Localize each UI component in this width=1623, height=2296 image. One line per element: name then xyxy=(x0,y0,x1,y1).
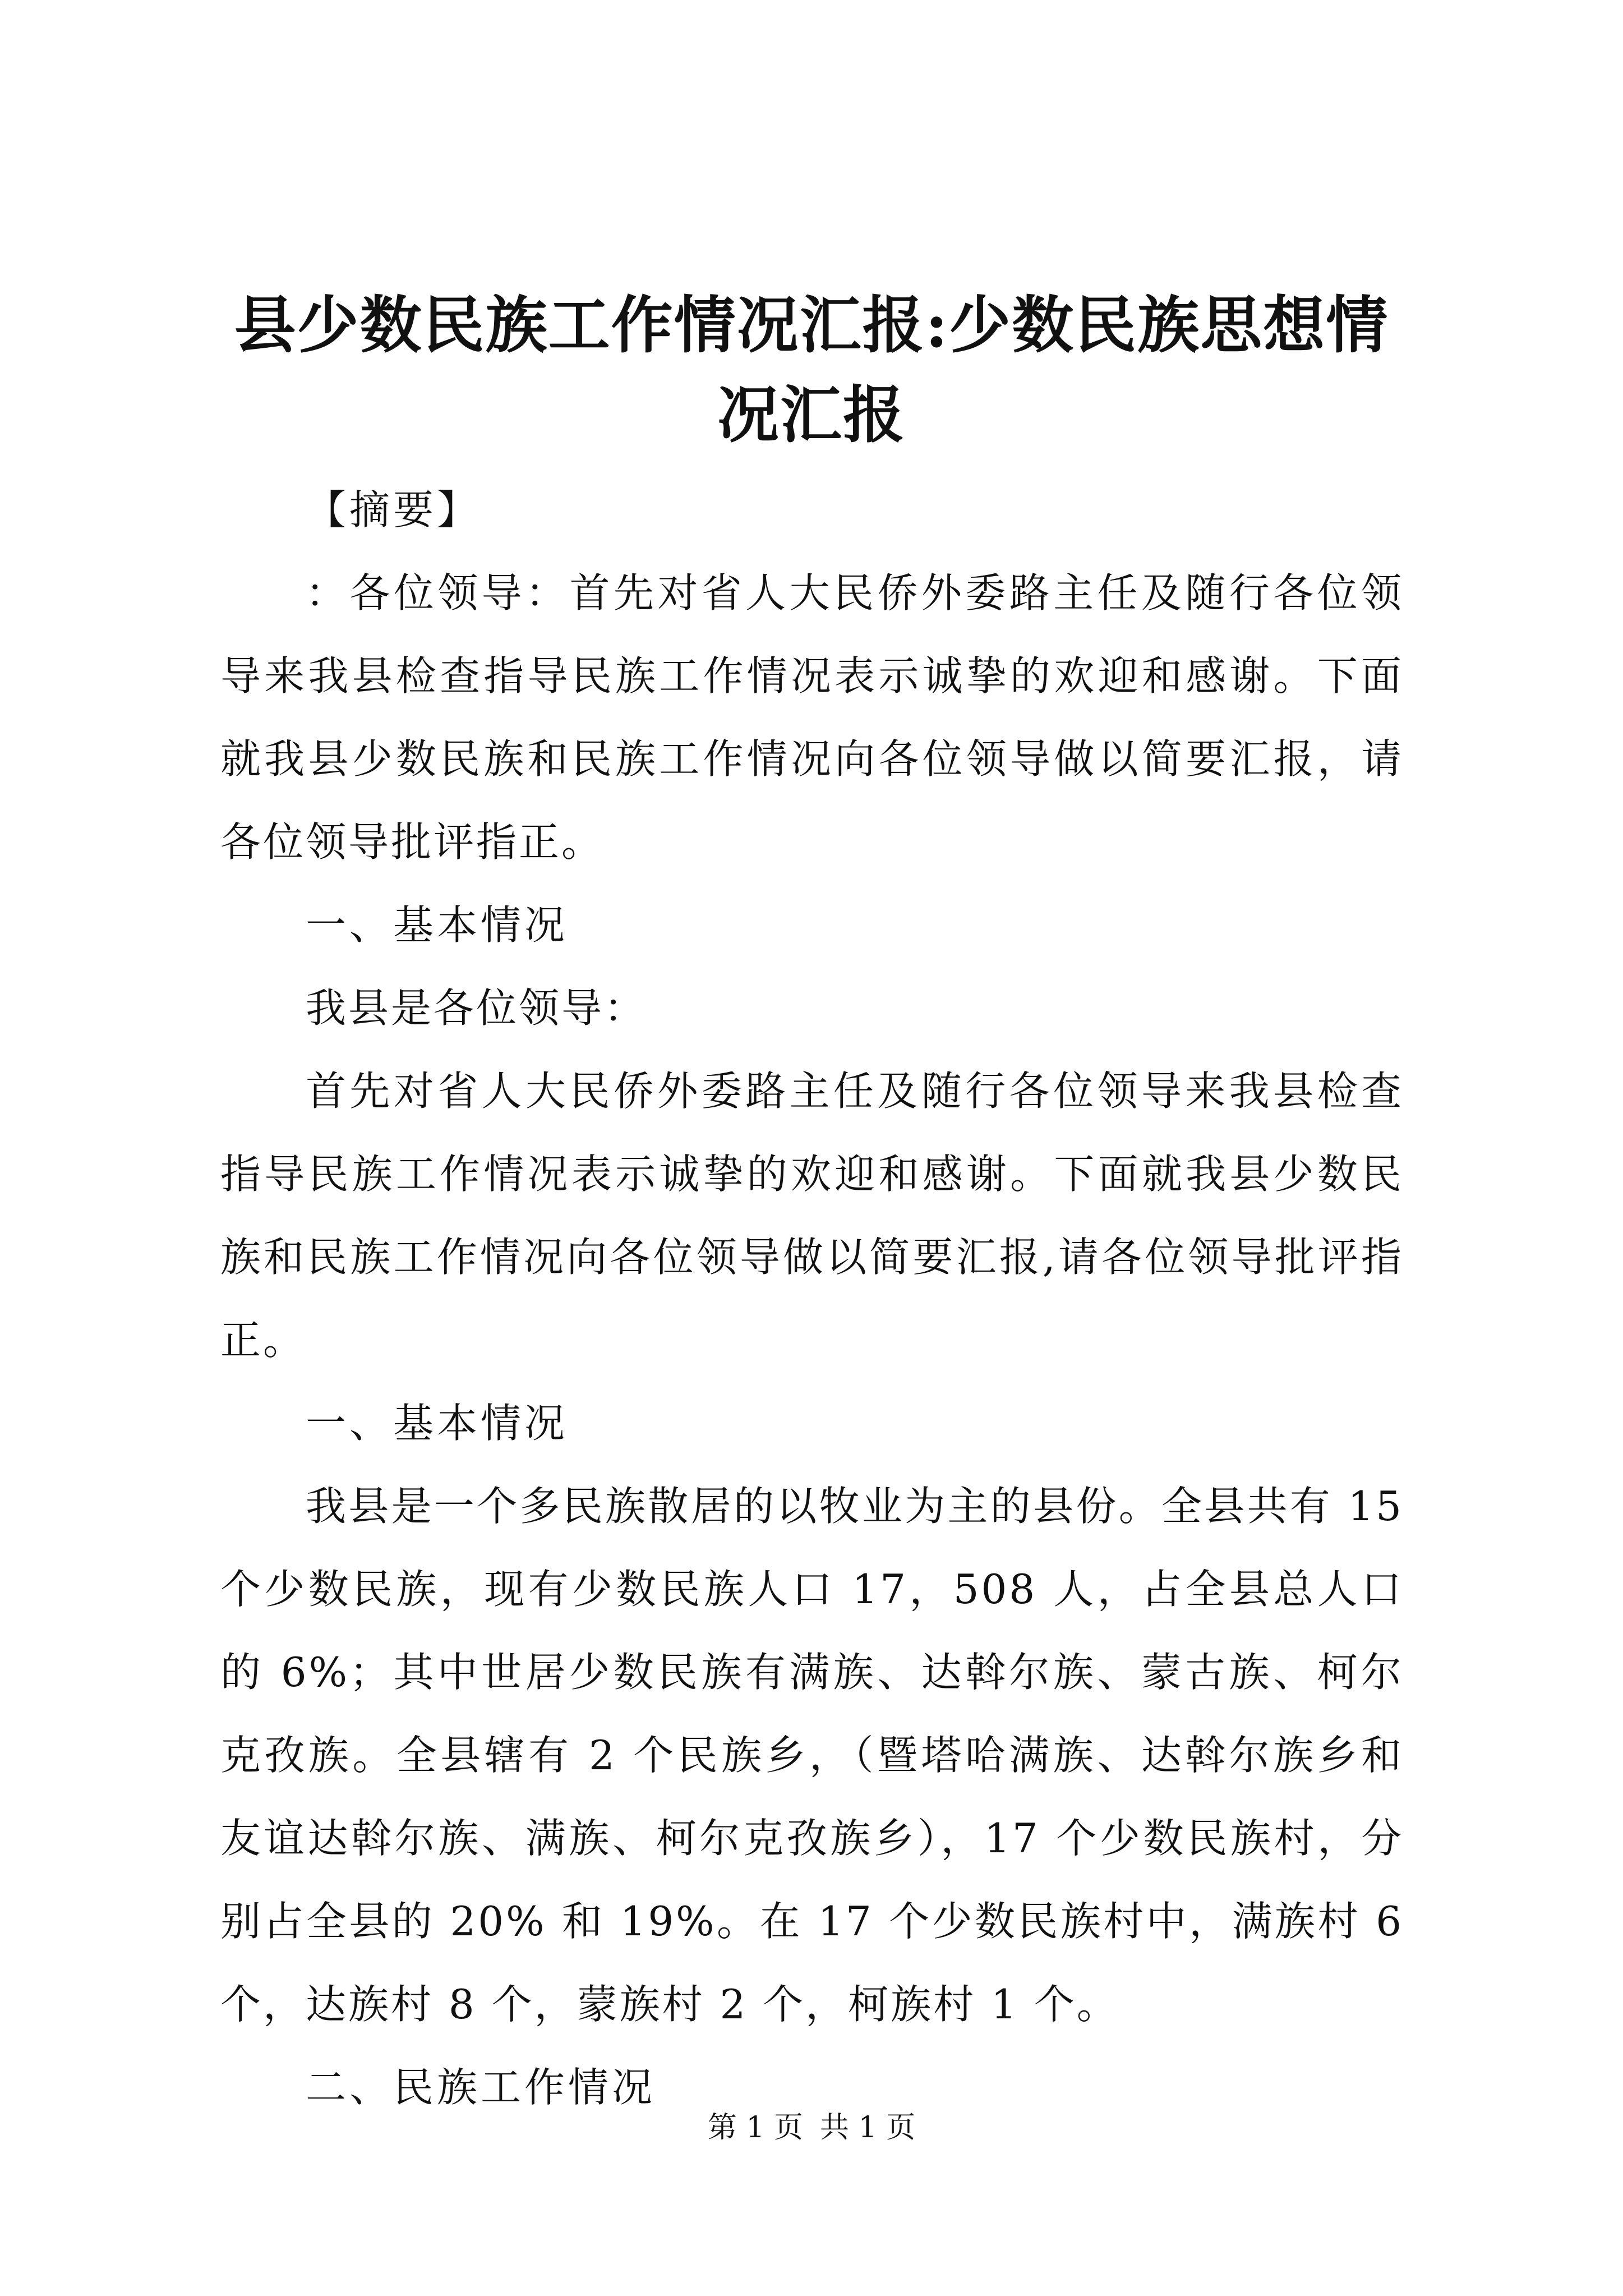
section-heading-basic-repeat: 一、基本情况 xyxy=(306,1400,569,1447)
page-footer xyxy=(0,2108,1623,2147)
abstract-label: 【摘要】 xyxy=(306,486,481,533)
paragraph-welcome: 首先对省人大民侨外委路主任及随行各位领导来我县检查指导民族工作情况表示诚挚的欢迎和感谢。下面就我县少数民族和民族工作情况向各位领导做以简要汇报,请各位领导批评指正。 xyxy=(220,1068,1404,1364)
section-heading-basic: 一、基本情况 xyxy=(306,901,569,949)
page-total: 共 1 页 xyxy=(820,2111,916,2145)
document-title: 县少数民族工作情况汇报:少数民族思想情况汇报 xyxy=(234,289,1389,451)
paragraph-basic-info: 我县是一个多民族散居的以牧业为主的县份。全县共有 15 个少数民族，现有少数民族人口 17，508 人，占全县总人口的 6%；其中世居少数民族有满族、达斡尔族、蒙古族、柯尔克孜族。全县辖有 2 个民族乡，（暨塔哈满族、达斡尔族乡和友谊达斡尔族、满族、柯尔克孜族乡），17 个少数民族村，分别占全县的 20% 和 19%。在 17 个少数民族村中，满族村 6 个，达族村 8 个，蒙族村 2 个，柯族村 1 个。 xyxy=(220,1483,1404,2028)
page-number: 第 1 页 xyxy=(707,2111,803,2145)
paragraph-intro: 我县是各位领导： xyxy=(306,984,647,1032)
section-heading-work: 二、民族工作情况 xyxy=(306,2064,656,2111)
paragraph-greeting: ：各位领导：首先对省人大民侨外委路主任及随行各位领导来我县检查指导民族工作情况表示诚挚的欢迎和感谢。下面就我县少数民族和民族工作情况向各位领导做以简要汇报，请各位领导批评指正。 xyxy=(220,569,1404,866)
document-body xyxy=(220,468,1404,2129)
